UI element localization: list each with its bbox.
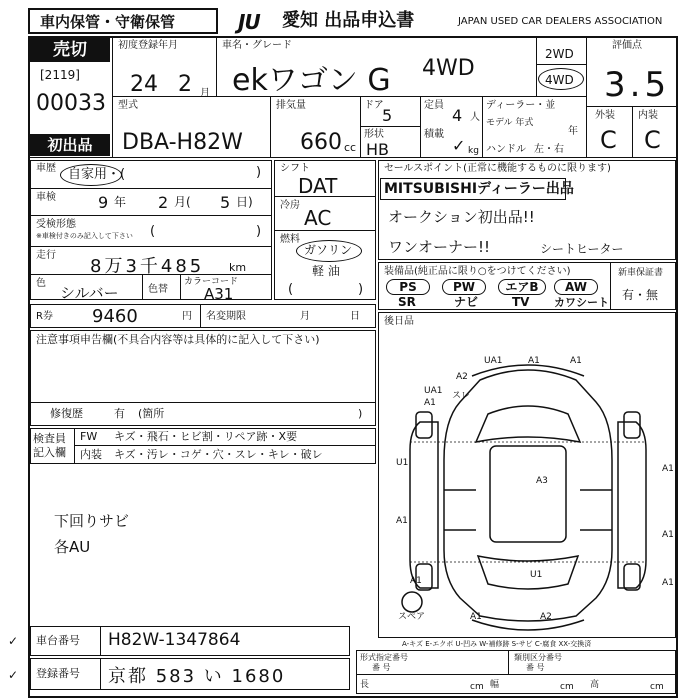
storage-notice: 車内保管・守衛保管 <box>40 13 176 31</box>
registration-month: 2 <box>178 72 192 97</box>
drive-value: 4WD <box>422 56 475 81</box>
retrofit-label: 後日品 <box>384 316 414 327</box>
divider <box>30 402 376 403</box>
interior-label: 内装 <box>638 110 658 121</box>
divider <box>420 96 421 158</box>
wheel-front-left <box>416 412 432 438</box>
car-name-value: ekワゴン G <box>232 63 391 98</box>
diagram-label: A1 <box>396 516 408 526</box>
deadline-label: 名変期限 <box>206 311 246 322</box>
divider <box>142 274 143 300</box>
deadline-month-unit: 月 <box>300 311 310 322</box>
inspection-month: 2 <box>158 193 169 212</box>
diagram-label: UA1 <box>484 356 503 366</box>
shift-value: DAT <box>298 174 338 198</box>
ju-logo <box>238 10 280 34</box>
diagram-label: U1 <box>530 570 543 580</box>
model-year-label: モデル 年式 <box>486 118 534 128</box>
displacement-unit: cc <box>344 141 357 154</box>
divider <box>200 304 201 328</box>
equip-seat: カワシート <box>554 296 609 309</box>
load-mark: ✓ <box>452 136 466 155</box>
ac-value: AC <box>304 206 332 230</box>
displacement-value: 660 <box>300 130 342 155</box>
spare-label: スペア <box>398 612 426 622</box>
dealer-label: ディーラー・並 <box>486 100 556 111</box>
divider <box>360 126 420 127</box>
color-value: シルバー <box>60 284 119 302</box>
equip-navi: ナビ <box>454 295 479 309</box>
int-items: キズ・汚レ・コゲ・穴・スレ・キレ・破レ <box>114 448 323 461</box>
repair-have: 有 <box>114 407 125 420</box>
displacement-label: 排気量 <box>276 100 306 111</box>
damage-legend: A-キズ E-エクボ U-凹み W-補修跡 S-サビ C-腐食 XX-交換済 <box>402 640 592 648</box>
registration-month-unit: 月 <box>200 88 210 99</box>
right-side-panel <box>618 422 646 588</box>
repair-place: (箇所 <box>138 407 165 420</box>
equip-pw: PW <box>442 279 486 295</box>
inspection-month-unit: 月( <box>174 195 191 209</box>
handle-options: 左・右 <box>534 144 564 155</box>
acceptance-label: 受検形態 <box>36 219 76 230</box>
mileage-value: 8万3千485 <box>90 256 205 277</box>
width-label: 幅 <box>490 680 500 690</box>
chassis-value: H82W-1347864 <box>108 630 241 650</box>
exterior-label: 外装 <box>595 110 615 121</box>
equip-sr: SR <box>398 295 416 309</box>
car-name-label: 車名・グレード <box>222 40 292 51</box>
opt-4wd: 4WD <box>545 73 574 87</box>
selling-point-2: ワンオーナー!! <box>388 238 491 256</box>
divider <box>30 274 272 275</box>
spare-tire <box>402 592 422 612</box>
divider <box>536 36 537 96</box>
capacity-unit: 人 <box>470 112 480 123</box>
usage-close: ) <box>256 165 262 180</box>
model-label: 型式 <box>118 100 138 111</box>
score-label: 評価点 <box>612 40 642 51</box>
divider <box>28 157 678 158</box>
divider <box>100 626 101 656</box>
divider <box>610 262 611 310</box>
fuel-label: 燃料 <box>280 234 300 245</box>
diagram-label: A2 <box>456 372 468 382</box>
color-code-label: カラーコード <box>184 277 239 287</box>
registration-year: 24 <box>130 72 158 97</box>
diagram-label: A1 <box>424 398 436 408</box>
association-name: JAPAN USED CAR DEALERS ASSOCIATION <box>458 16 663 27</box>
selling-points-label: セールスポイント(正常に機能するものに限ります) <box>384 163 611 174</box>
length-label: 長 <box>360 680 370 690</box>
equip-aw: AW <box>554 279 598 295</box>
divider <box>30 215 272 216</box>
acceptance-paren-close: ) <box>256 224 262 239</box>
equip-ps: PS <box>386 279 430 295</box>
divider <box>74 428 75 464</box>
load-unit: kg <box>468 146 479 156</box>
repair-label: 修復歴 <box>50 407 83 420</box>
lot-small: [2119] <box>40 68 80 82</box>
check-mark-2: ✓ <box>8 668 19 682</box>
diagram-label: A1 <box>410 576 422 586</box>
class-sub: 番 号 <box>526 663 545 672</box>
divider <box>180 274 181 300</box>
ac-label: 冷房 <box>280 200 300 211</box>
deadline-day-unit: 日 <box>350 311 360 322</box>
recycle-row <box>30 304 376 328</box>
score-value: 3.5 <box>604 65 671 105</box>
divider <box>112 36 113 158</box>
registration-label: 初度登録年月 <box>118 40 178 51</box>
remarks-label: 注意事項申告欄(不具合内容等は具体的に記入して下さい) <box>36 333 320 346</box>
diagram-label: A2 <box>540 612 552 622</box>
fuel-paren-close: ) <box>358 282 364 297</box>
selling-point-3: シートヒーター <box>540 242 624 256</box>
lot-number: 00033 <box>36 91 106 116</box>
fuel-value: ガソリン <box>304 243 353 257</box>
divider <box>274 230 376 231</box>
color-code-value: A31 <box>204 285 234 303</box>
fuel-alt: 軽 油 <box>312 264 340 278</box>
left-side-panel <box>410 422 438 588</box>
windshield <box>476 406 580 442</box>
shift-label: シフト <box>280 163 310 174</box>
diagram-label: A1 <box>662 578 674 588</box>
diagram-label: A1 <box>528 356 540 366</box>
recycle-value: 9460 <box>92 306 138 327</box>
mileage-label: 走行 <box>36 250 56 261</box>
diagram-label: スレ <box>452 391 471 401</box>
height-unit: cm <box>650 682 664 692</box>
fw-items: キズ・飛石・ヒビ割・リペア跡・X要 <box>114 430 298 443</box>
usage-value: 自家用・( <box>68 167 126 182</box>
selling-point-1: オークション初出品!! <box>388 208 535 226</box>
color-label: 色 <box>36 278 46 289</box>
inspector-label: 検査員 記入欄 <box>33 432 66 459</box>
recycle-unit: 円 <box>182 311 192 322</box>
first-listing-label: 初出品 <box>30 134 110 156</box>
divider <box>74 445 376 446</box>
dealer-stamp: MITSUBISHIディーラー出品 <box>384 181 574 197</box>
ju-logo-text: JU <box>238 10 260 34</box>
inspection-year: 9 <box>98 193 109 212</box>
equip-airbag: エアB <box>498 279 546 295</box>
plate-value: 京都 583 い 1680 <box>108 666 286 687</box>
inspection-day: 5 <box>220 193 231 212</box>
fw-label: FW <box>80 430 98 443</box>
int-label: 内装 <box>80 448 102 461</box>
fuel-paren-open: ( <box>288 282 294 297</box>
chassis-label: 車台番号 <box>36 634 80 647</box>
recycle-label: R券 <box>36 311 53 322</box>
handwritten-note-1: 下回りサビ <box>54 512 130 530</box>
diagram-label: A1 <box>570 356 582 366</box>
shape-value: HB <box>366 140 390 159</box>
opt-2wd: 2WD <box>545 47 574 61</box>
inspection-label: 車検 <box>36 192 56 203</box>
storage-notice-box <box>28 8 218 34</box>
diagram-label: A3 <box>536 476 548 486</box>
divider <box>274 196 376 197</box>
handwritten-note-2: 各AU <box>54 538 91 556</box>
form-title: 愛知 出品申込書 <box>282 10 415 31</box>
diagram-label: UA1 <box>424 386 443 396</box>
height-label: 高 <box>590 680 600 690</box>
wheel-front-right <box>624 412 640 438</box>
divider <box>270 96 271 158</box>
warranty-label: 新車保証書 <box>618 268 664 278</box>
diagram-label: A1 <box>662 464 674 474</box>
divider <box>586 36 587 158</box>
roof <box>490 446 566 542</box>
acceptance-note: ※車検付きのみ記入して下さい <box>36 232 133 240</box>
acceptance-paren-open: ( <box>150 224 156 239</box>
repair-close: ) <box>358 407 363 420</box>
capacity-value: 4 <box>452 106 463 125</box>
divider <box>30 188 272 189</box>
divider <box>216 36 217 96</box>
diagram-label: U1 <box>396 458 409 468</box>
warranty-value: 有・無 <box>622 288 659 302</box>
exterior-grade: C <box>600 126 617 154</box>
cert-label: 形式指定番号 <box>360 653 408 662</box>
diagram-label: A1 <box>470 612 482 622</box>
year-unit: 年 <box>568 126 578 137</box>
cert-sub: 番 号 <box>372 663 391 672</box>
plate-label: 登録番号 <box>36 667 80 680</box>
equip-tv: TV <box>512 295 530 309</box>
width-unit: cm <box>560 682 574 692</box>
divider <box>632 106 633 158</box>
class-label: 類別区分番号 <box>514 653 562 662</box>
usage-label: 車歴 <box>36 163 56 174</box>
divider <box>100 658 101 690</box>
handle-label: ハンドル <box>486 144 526 155</box>
equipment-label: 装備品(純正品に限り○をつけてください) <box>384 266 571 277</box>
length-unit: cm <box>470 682 484 692</box>
interior-grade: C <box>644 126 661 154</box>
divider <box>356 674 676 675</box>
capacity-label: 定員 <box>424 100 444 111</box>
doors-value: 5 <box>382 106 393 125</box>
divider <box>508 650 509 674</box>
divider <box>30 246 272 247</box>
divider <box>536 64 586 65</box>
inspection-day-unit: 日) <box>236 195 253 209</box>
divider <box>112 96 586 97</box>
divider <box>482 96 483 158</box>
rear-window <box>478 556 578 589</box>
car-outline <box>444 370 612 621</box>
load-label: 積載 <box>424 129 444 140</box>
sold-label: 売切 <box>30 38 110 62</box>
check-mark-1: ✓ <box>8 634 19 648</box>
divider <box>360 96 361 158</box>
color-change-label: 色替 <box>148 284 168 295</box>
inspection-year-unit: 年 <box>114 195 127 209</box>
shape-label: 形状 <box>364 129 384 140</box>
mileage-unit: km <box>229 261 247 274</box>
diagram-label: A1 <box>662 530 674 540</box>
doors-label: ドア <box>364 100 384 111</box>
model-value: DBA-H82W <box>122 130 243 155</box>
